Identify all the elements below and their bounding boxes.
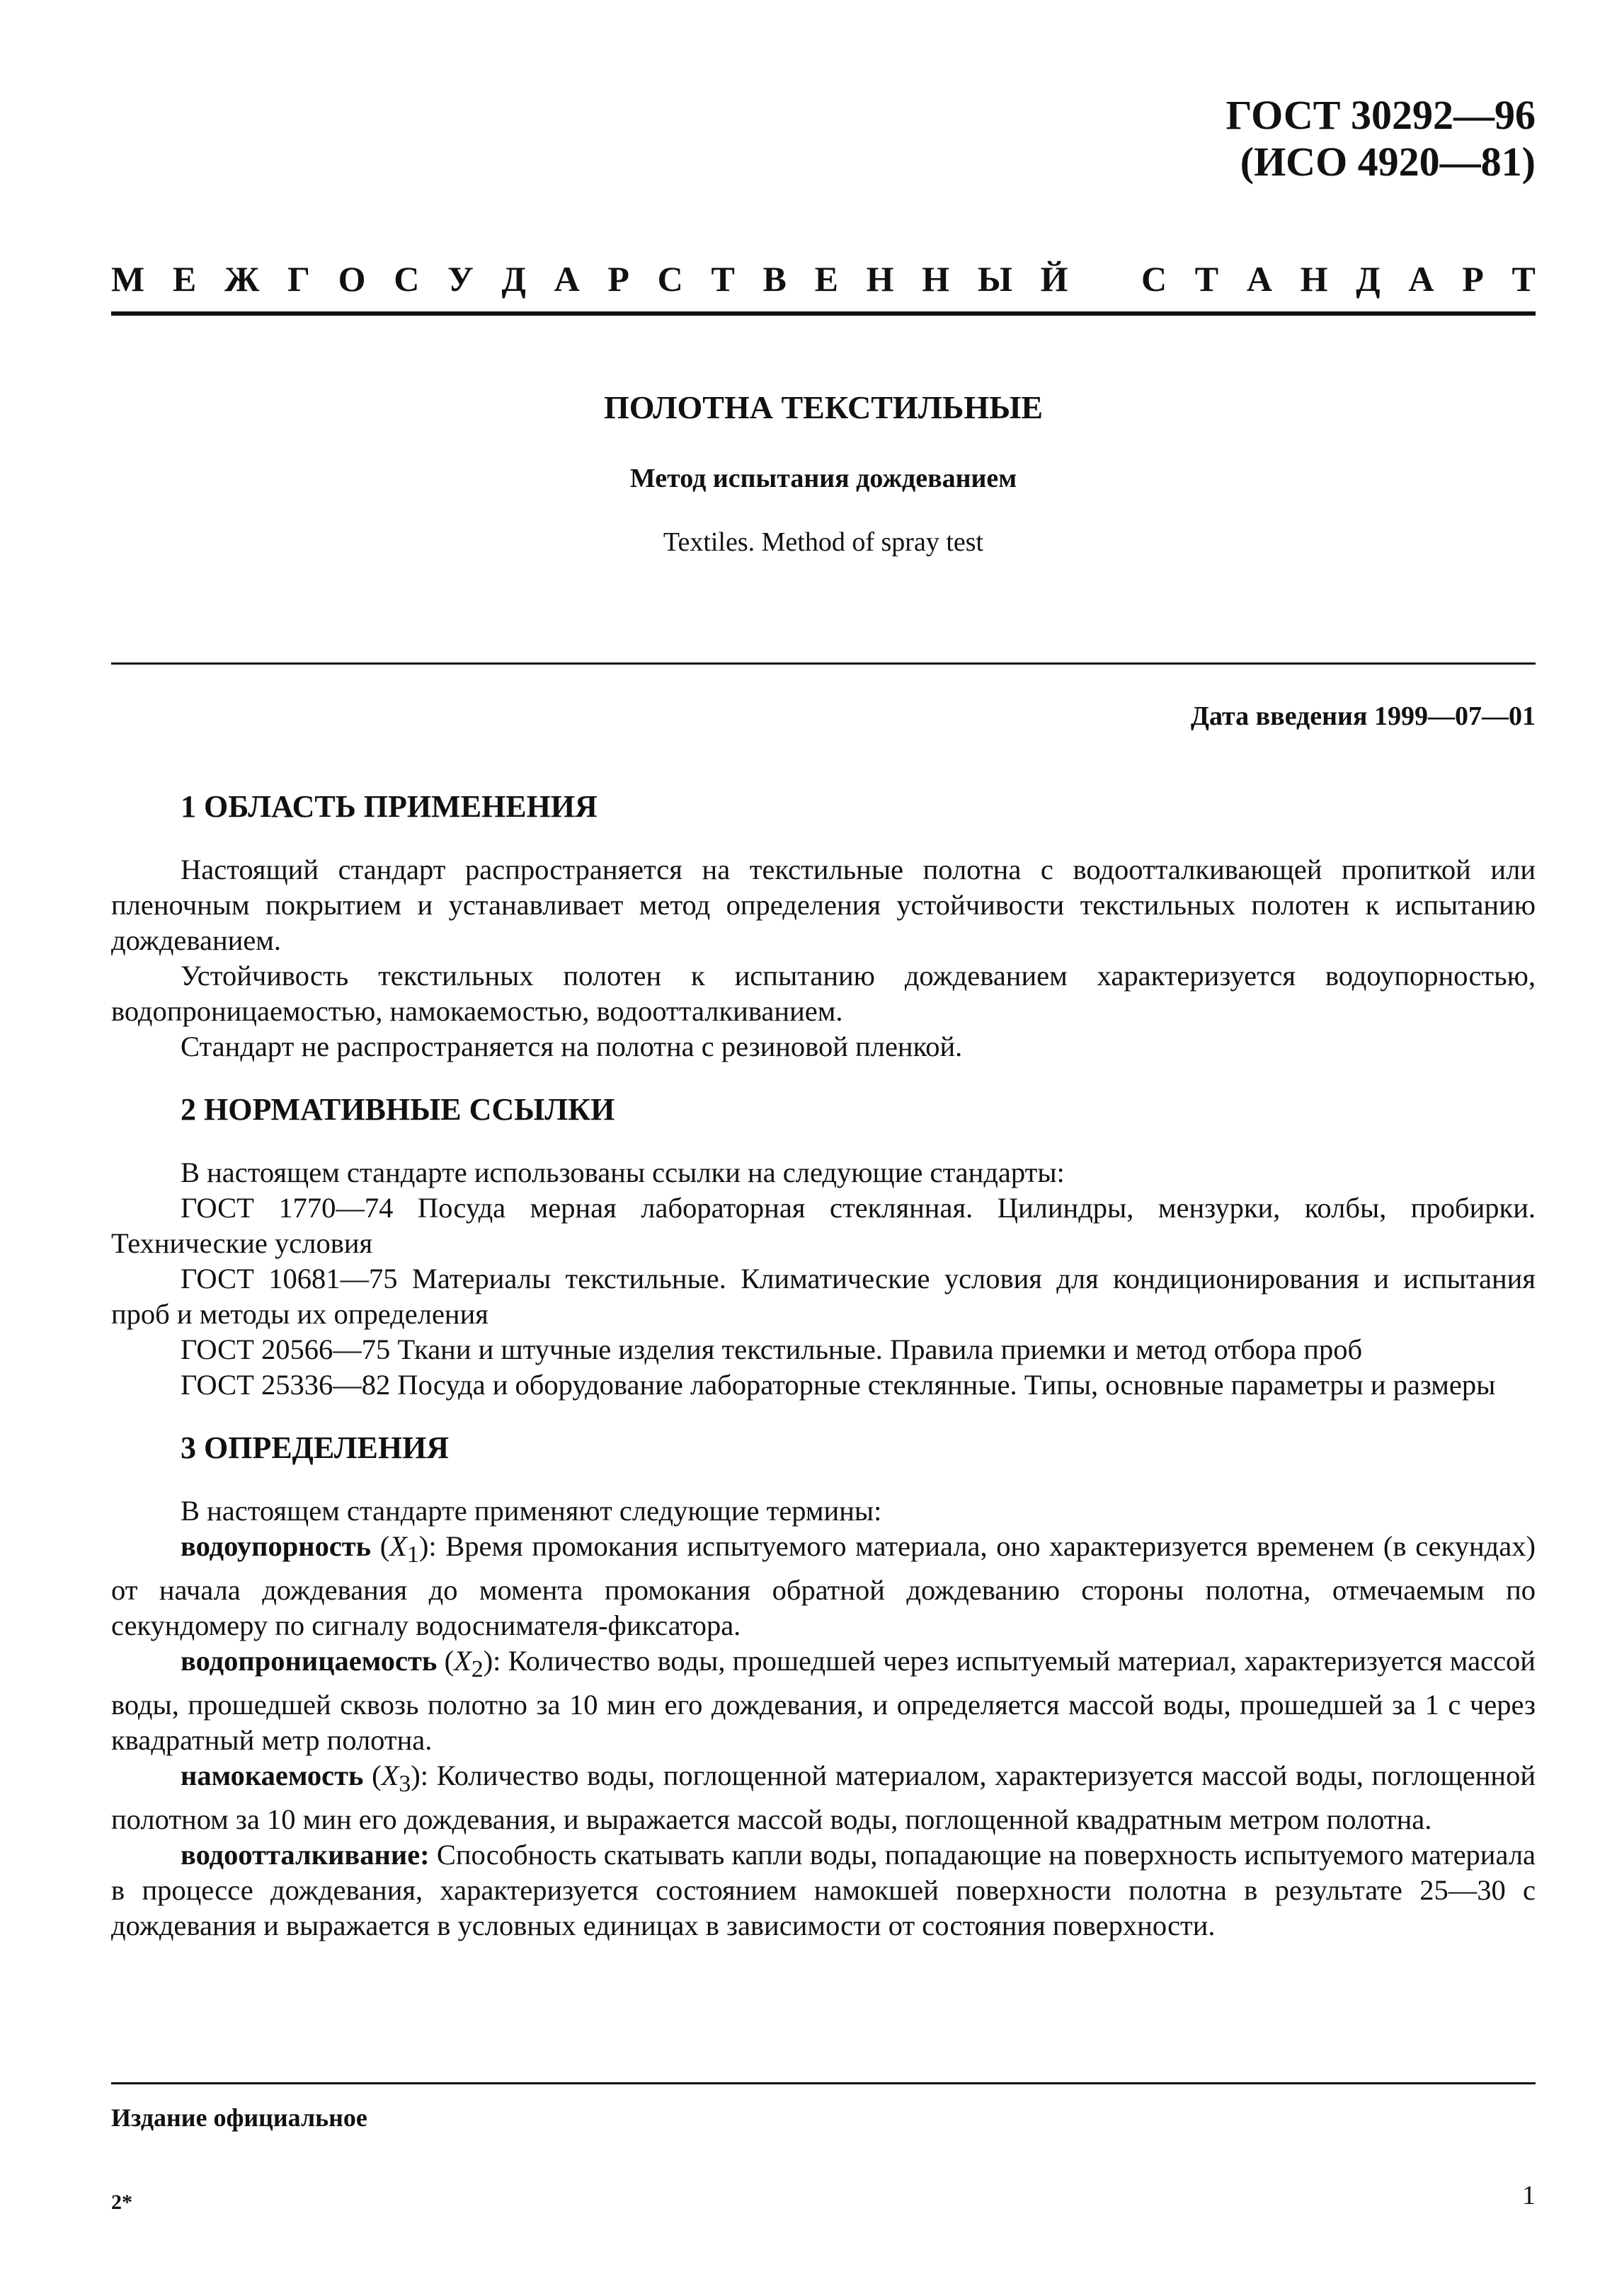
heading-letter: Г [287, 259, 310, 299]
gost-number: ГОСТ 30292—96 [1225, 92, 1536, 138]
sheet-mark: 2* [111, 2191, 132, 2214]
heading-letter [1096, 258, 1113, 300]
section-heading: 2 НОРМАТИВНЫЕ ССЫЛКИ [181, 1092, 615, 1127]
definition-text: Количество воды, поглощенной материалом, характеризуется массой воды, поглощенной полотном за 10 мин его дождевания, и выражается массой воды, поглощенной квадратным метром полотна. [111, 1760, 1536, 1836]
definition-item: водопроницаемость $(X_2)$: Количество воды, прошедшей через испытуемый материал, характеризуется массой воды, прошедшей сквозь полотно за 10 мин его дождевания, и определяется массой воды, прошедшей за 1 с через квадратный метр полотна. [111, 1645, 1536, 1757]
heading-letter: О [338, 259, 366, 299]
heading-letter: С [394, 259, 420, 299]
header-rule [111, 311, 1536, 316]
heading-letter: С [1141, 259, 1167, 299]
heading-letter: Н [1300, 259, 1328, 299]
heading-letter: М [111, 259, 145, 299]
heading-letter: Д [501, 259, 526, 299]
term-symbol-index: 1 [407, 1542, 419, 1568]
document-title: ПОЛОТНА ТЕКСТИЛЬНЫЕ [603, 389, 1044, 425]
title-rule [111, 662, 1536, 665]
definition-item: водоупорность $(X_1)$: Время промокания испытуемого материала, оно характеризуется временем (в секундах) от начала дождевания до момента промокания обратной дождеванию стороны полотна, отмечаемым по секундомеру по сигналу водоснимателя-фиксатора. [111, 1530, 1536, 1642]
definition-text: Количество воды, прошедшей через испытуемый материал, характеризуется массой воды, прошедшей сквозь полотно за 10 мин его дождевания, и определяется массой воды, прошедшей за 1 с через квадратный метр полотна. [111, 1645, 1536, 1757]
document-subtitle: Метод испытания дождеванием [629, 464, 1017, 493]
iso-number: (ИСО 4920—81) [1240, 139, 1536, 185]
reference-item: ГОСТ 1770—74 Посуда мерная лабораторная стеклянная. Цилиндры, мензурки, колбы, пробирки. Технические условия [111, 1192, 1536, 1259]
section-references [111, 1090, 1536, 1403]
official-edition-label: Издание официальное [111, 2103, 367, 2132]
reference-item: ГОСТ 20566—75 Ткани и штучные изделия текстильные. Правила приемки и метод отбора проб [181, 1333, 1363, 1365]
heading-letter: Р [1462, 259, 1484, 299]
heading-letter: Т [1512, 259, 1536, 299]
heading-letter: В [762, 259, 787, 299]
paragraph: Устойчивость текстильных полотен к испытанию дождеванием характеризуется водоупорностью, водопроницаемостью, намокаемостью, водоотталкиванием. [111, 960, 1536, 1027]
term-symbol-index: 2 [471, 1656, 484, 1683]
term: водопроницаемость [181, 1645, 438, 1677]
term-symbol-index: 3 [399, 1771, 411, 1798]
heading-letter: Д [1356, 259, 1381, 299]
term-symbol: X [454, 1645, 472, 1677]
definition-text: Время промокания испытуемого материала, оно характеризуется временем (в секундах) от начала дождевания до момента промокания обратной дождеванию стороны полотна, отмечаемым по секундомеру по сигналу водоснимателя-фиксатора. [111, 1530, 1536, 1642]
heading-letter: Т [711, 259, 735, 299]
footer-rule [111, 2082, 1536, 2084]
heading-letter: Й [1040, 259, 1068, 299]
term-symbol: X [389, 1530, 407, 1562]
term: водоупорность [181, 1530, 372, 1562]
section-body [111, 1155, 1536, 1403]
term: намокаемость [181, 1760, 364, 1792]
reference-item: ГОСТ 10681—75 Материалы текстильные. Климатические условия для кондиционирования и испытания проб и методы их определения [111, 1263, 1536, 1330]
section-scope [111, 787, 1536, 1064]
definition-item: намокаемость $(X_3)$: Количество воды, поглощенной материалом, характеризуется массой воды, поглощенной полотном за 10 мин его дождевания, и выражается массой воды, поглощенной квадратным метром полотна. [111, 1760, 1536, 1836]
heading-letter: С [657, 259, 683, 299]
heading-letter: Н [922, 259, 950, 299]
interstate-standard-heading [111, 258, 1536, 300]
term: водоотталкивание: [181, 1839, 430, 1871]
heading-letter: А [1246, 259, 1272, 299]
heading-letter: А [1408, 259, 1434, 299]
section-body [111, 1493, 1536, 1944]
section-definitions [111, 1428, 1536, 1944]
heading-letter: Р [607, 259, 629, 299]
heading-letter: Ж [224, 259, 260, 299]
definition-item [111, 1837, 1536, 1944]
page-number: 1 [1522, 2181, 1536, 2210]
paragraph: В настоящем стандарте применяют следующие термины: [181, 1495, 882, 1527]
heading-letter: А [554, 259, 580, 299]
paragraph: В настоящем стандарте использованы ссылки на следующие стандарты: [181, 1156, 1065, 1188]
definition-text: Способность скатывать капли воды, попадающие на поверхность испытуемого материала в процессе дождевания, характеризуется состоянием намокшей поверхности полотна в результате 25—30 с дождевания и выражается в условных единицах в зависимости от состояния поверхности. [111, 1839, 1536, 1942]
heading-letter: Е [814, 259, 838, 299]
section-heading: 3 ОПРЕДЕЛЕНИЯ [181, 1430, 450, 1465]
paragraph: Настоящий стандарт распространяется на текстильные полотна с водоотталкивающей пропиткой или пленочным покрытием и устанавливает метод определения устойчивости текстильных полотен к испытанию дождеванием. [111, 854, 1536, 956]
english-title: Textiles. Method of spray test [663, 527, 984, 557]
heading-letter: Т [1194, 259, 1219, 299]
standard-designation [1226, 92, 1536, 185]
introduction-date: Дата введения 1999—07—01 [1190, 701, 1536, 731]
heading-letter: Ы [977, 259, 1012, 299]
section-heading: 1 ОБЛАСТЬ ПРИМЕНЕНИЯ [181, 789, 598, 824]
heading-letter: Е [172, 259, 197, 299]
document-body [111, 787, 1536, 1969]
reference-item: ГОСТ 25336—82 Посуда и оборудование лабораторные стеклянные. Типы, основные параметры и размеры [181, 1369, 1496, 1401]
paragraph: Стандарт не распространяется на полотна с резиновой пленкой. [181, 1031, 963, 1062]
term-symbol: X [381, 1760, 399, 1792]
heading-letter: У [447, 259, 474, 299]
heading-letter: Н [866, 259, 894, 299]
section-body [111, 852, 1536, 1064]
